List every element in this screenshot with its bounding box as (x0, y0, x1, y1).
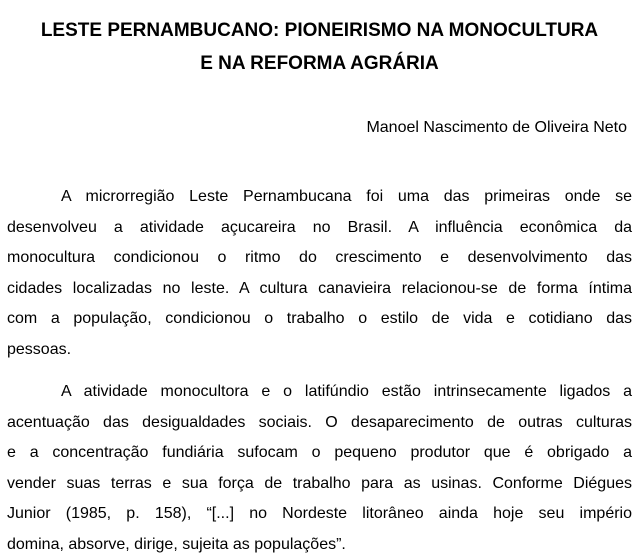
author-name: Manoel Nascimento de Oliveira Neto (366, 119, 627, 136)
paragraph-line: e a concentração fundiária sufocam o pequeno produtor que é obrigado a (7, 444, 632, 461)
title-line-2: E NA REFORMA AGRÁRIA (200, 53, 439, 74)
paragraph-2 (7, 377, 632, 560)
paragraph-line: cidades localizadas no leste. A cultura canavieira relacionou-se de forma íntima (7, 279, 632, 297)
paragraph-line: A microrregião Leste Pernambucana foi uma das primeiras onde se (61, 188, 632, 205)
paragraph-line: monocultura condicionou o ritmo do crescimento e desenvolvimento das (7, 249, 632, 266)
paragraph-line: Junior (1985, p. 158), “[...] no Nordeste litorâneo ainda hoje seu império (7, 505, 632, 522)
paragraph-line: pessoas. (7, 340, 72, 358)
paragraph-line: vender suas terras e sua força de trabalho para as usinas. Conforme Diégues (7, 474, 632, 492)
paragraph-line: acentuação das desigualdades sociais. O desaparecimento de outras culturas (7, 413, 632, 431)
paragraph-line: domina, absorve, dirige, sujeita as populações”. (7, 535, 346, 553)
paragraph-line: A atividade monocultora e o latifúndio estão intrinsecamente ligados a (61, 383, 632, 400)
document-title (0, 14, 639, 80)
paragraph-1 (7, 182, 632, 365)
title-line-1: LESTE PERNAMBUCANO: PIONEIRISMO NA MONOCULTURA (40, 20, 599, 41)
paragraph-line: com a população, condicionou o trabalho o estilo de vida e cotidiano das (7, 310, 632, 327)
paragraph-line: desenvolveu a atividade açucareira no Brasil. A influência econômica da (7, 218, 632, 236)
